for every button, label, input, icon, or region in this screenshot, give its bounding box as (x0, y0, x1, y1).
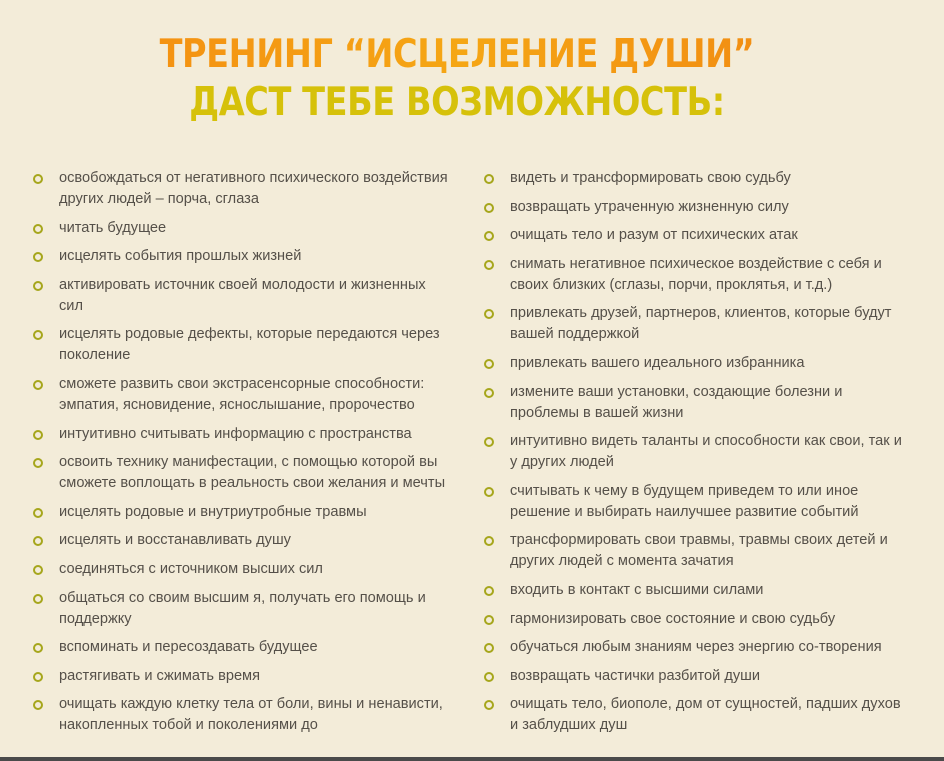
list-item (33, 275, 453, 317)
circle-bullet-icon (484, 359, 494, 369)
list-item-text: вспоминать и пересоздавать будущее (59, 639, 318, 656)
circle-bullet-icon (484, 672, 494, 682)
list-item (33, 637, 453, 658)
list-item-text: привлекать вашего идеального избранника (510, 354, 805, 371)
circle-bullet-icon (484, 643, 494, 653)
circle-bullet-icon (484, 231, 494, 241)
list-item-text: читать будущее (59, 219, 167, 236)
circle-bullet-icon (33, 458, 43, 468)
circle-bullet-icon (33, 700, 43, 710)
bottom-divider (0, 757, 944, 761)
list-item-text: очищать тело, биополе, дом от сущностей, падших духов и заблудших душ (510, 696, 901, 734)
list-item (33, 168, 453, 210)
list-item (484, 197, 904, 218)
circle-bullet-icon (484, 260, 494, 270)
circle-bullet-icon (33, 672, 43, 682)
list-item (484, 168, 904, 189)
list-item-text: растягивать и сжимать время (59, 667, 260, 684)
list-item-text: исцелять родовые и внутриутробные травмы (59, 503, 367, 520)
list-item-text: освоить технику манифестации, с помощью которой вы сможете воплощать в реальность свои желания и мечты (59, 454, 446, 492)
list-item-text: считывать к чему в будущем приведем то или иное решение и выбирать наилучшее развитие событий (510, 482, 859, 520)
list-item-text: сможете развить свои экстрасенсорные способности: эмпатия, ясновидение, яснослышание, пророчество (59, 375, 425, 413)
circle-bullet-icon (484, 203, 494, 213)
circle-bullet-icon (484, 174, 494, 184)
circle-bullet-icon (33, 380, 43, 390)
list-item (33, 374, 453, 416)
list-item-text: соединяться с источником высших сил (59, 560, 323, 577)
list-item-text: привлекать друзей, партнеров, клиентов, которые будут вашей поддержкой (510, 305, 892, 343)
circle-bullet-icon (484, 586, 494, 596)
list-item (33, 424, 453, 445)
circle-bullet-icon (484, 700, 494, 710)
list-item-text: гармонизировать свое состояние и свою судьбу (510, 610, 836, 627)
list-item-text: общаться со своим высшим я, получать его помощь и поддержку (59, 589, 426, 627)
circle-bullet-icon (33, 536, 43, 546)
left-benefits-list (33, 168, 453, 744)
list-item-text: исцелять родовые дефекты, которые передаются через поколение (59, 326, 440, 364)
circle-bullet-icon (484, 437, 494, 447)
list-item-text: очищать тело и разум от психических атак (510, 227, 798, 244)
list-item-text: возвращать частички разбитой души (510, 667, 761, 684)
list-item (33, 246, 453, 267)
list-item (33, 559, 453, 580)
list-item (484, 481, 904, 523)
circle-bullet-icon (33, 252, 43, 262)
list-item (33, 666, 453, 687)
list-item (33, 452, 453, 494)
list-item-text: возвращать утраченную жизненную силу (510, 198, 789, 215)
list-item-text: очищать каждую клетку тела от боли, вины и ненависти, накопленных тобой и поколениями до (59, 696, 443, 734)
circle-bullet-icon (484, 487, 494, 497)
circle-bullet-icon (484, 615, 494, 625)
list-item (33, 530, 453, 551)
list-item-text: интуитивно считывать информацию с пространства (59, 425, 412, 442)
list-item (33, 218, 453, 239)
heading-line-1: ТРЕНИНГ “ИСЦЕЛЕНИЕ ДУШИ” (64, 32, 850, 78)
list-item (484, 694, 904, 736)
circle-bullet-icon (33, 594, 43, 604)
list-item (33, 588, 453, 630)
list-item (484, 637, 904, 658)
list-item (484, 580, 904, 601)
list-item-text: обучаться любым знаниям через энергию со-творения (510, 639, 882, 656)
list-item-text: измените ваши установки, создающие болезни и проблемы в вашей жизни (510, 383, 843, 421)
circle-bullet-icon (33, 508, 43, 518)
list-item (484, 666, 904, 687)
list-item-text: освобождаться от негативного психического воздействия других людей – порча, сглаза (59, 170, 448, 207)
list-item (484, 609, 904, 630)
list-item-text: снимать негативное психическое воздействие с себя и своих близких (сглазы, порчи, проклятья, и т.д.) (510, 255, 882, 293)
list-item-text: трансформировать свои травмы, травмы своих детей и других людей с момента зачатия (510, 532, 888, 570)
list-item (484, 225, 904, 246)
list-item-text: интуитивно видеть таланты и способности как свои, так и у других людей (510, 433, 902, 471)
circle-bullet-icon (33, 281, 43, 291)
list-item (484, 303, 904, 345)
circle-bullet-icon (33, 643, 43, 653)
list-item (33, 694, 453, 736)
right-benefits-list (484, 168, 904, 744)
list-item (484, 530, 904, 572)
circle-bullet-icon (33, 224, 43, 234)
circle-bullet-icon (484, 388, 494, 398)
circle-bullet-icon (33, 174, 43, 184)
list-item (484, 254, 904, 296)
list-item (484, 353, 904, 374)
circle-bullet-icon (33, 430, 43, 440)
list-item-text: входить в контакт с высшими силами (510, 581, 764, 598)
heading-line-2: ДАСТ ТЕБЕ ВОЗМОЖНОСТЬ: (189, 80, 725, 125)
list-item (33, 502, 453, 523)
list-item-text: исцелять и восстанавливать душу (59, 532, 291, 549)
circle-bullet-icon (484, 309, 494, 319)
list-item-text: видеть и трансформировать свою судьбу (510, 170, 791, 186)
circle-bullet-icon (33, 565, 43, 575)
list-item-text: исцелять события прошлых жизней (59, 248, 302, 265)
circle-bullet-icon (33, 330, 43, 340)
circle-bullet-icon (484, 536, 494, 546)
list-item (484, 382, 904, 424)
list-item-text: активировать источник своей молодости и жизненных сил (59, 276, 426, 314)
list-item (484, 431, 904, 473)
list-item (33, 324, 453, 366)
